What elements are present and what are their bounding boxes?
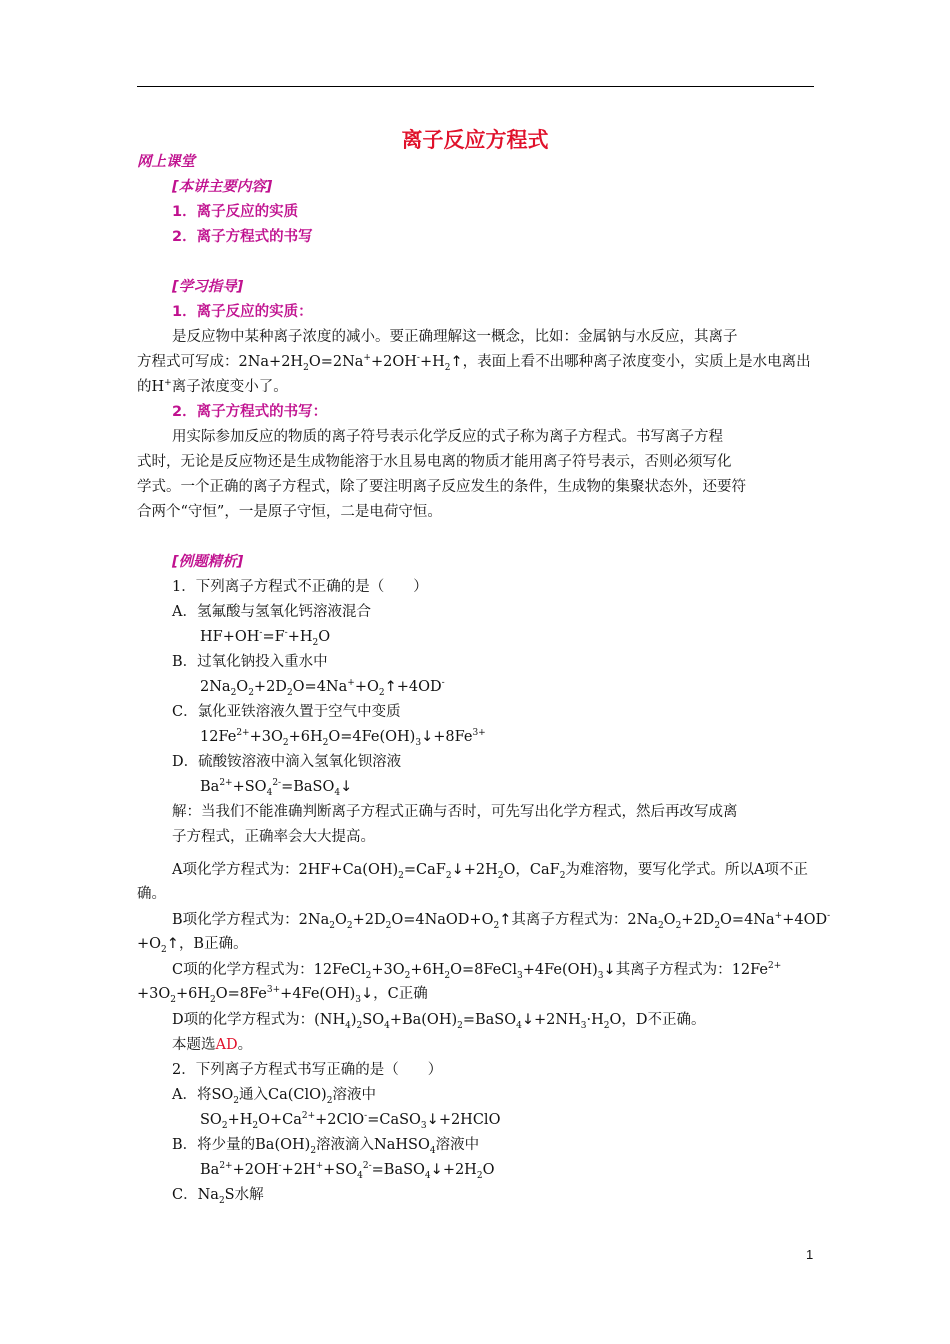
guide-p2-line: 合两个“守恒”，一是原子守恒，二是电荷守恒。 xyxy=(137,504,442,520)
guide-p2-heading: 2．离子方程式的书写： xyxy=(172,404,328,420)
equation: $12Fe^{2+}+3O_2+6H_2O=4Fe(OH)_3↓+8Fe^{3+}$ xyxy=(200,728,486,748)
guide-p1-line: 是反应物中某种离子浓度的减小。要正确理解这一概念，比如：金属钠与水反应，其离子 xyxy=(172,329,738,345)
equation: $SO_2+H_2O+Ca^{2+}+2ClO^-=CaSO_3↓+2HClO$ xyxy=(200,1111,501,1131)
option-b: B．过氧化钠投入重水中 xyxy=(172,654,328,670)
header-rule xyxy=(137,86,814,87)
page-title: 离子反应方程式 xyxy=(401,128,549,152)
answer-value: AD xyxy=(215,1037,238,1053)
option-c: C．$Na_2S$水解 xyxy=(172,1187,264,1206)
option-a: A．氢氟酸与氢氧化钙溶液混合 xyxy=(172,604,371,620)
question-2: 2．下列离子方程式书写正确的是（ ） xyxy=(172,1062,443,1078)
option-b: B．将少量的$Ba(OH)_2$溶液滴入NaHSO$_4$溶液中 xyxy=(172,1137,480,1156)
section-online: 网上课堂 xyxy=(137,154,195,170)
page-number: 1 xyxy=(806,1247,814,1262)
examples-heading: [例题精析] xyxy=(172,554,244,570)
analysis-a: 确。 xyxy=(137,886,166,902)
answer-line: 本题选AD。 xyxy=(172,1037,253,1053)
analysis-b: B项化学方程式为：$2Na_2O_2+2D_2O=4NaOD+O_2↑$其离子方程式为：$2Na_2O_2+2D_2O=4Na^++4OD^-$ xyxy=(172,911,831,931)
guide-p2-line: 式时，无论是反应物还是生成物能溶于水且易电离的物质才能用离子符号表示，否则必须写化 xyxy=(137,454,732,470)
equation: $Ba^{2+}+2OH^-+2H^++SO_4^{2-}=BaSO_4↓+2H_2O$ xyxy=(200,1161,495,1181)
analysis-c: $+3O_2+6H_2O=8Fe^{3+}+4Fe(OH)_3↓$，C正确 xyxy=(137,985,428,1005)
guide-p2-line: 用实际参加反应的物质的离子符号表示化学反应的式子称为离子方程式。书写离子方程 xyxy=(172,429,723,445)
main-content-heading: [本讲主要内容] xyxy=(172,179,273,195)
guide-p1-line: 方程式可写成：$2Na+2H_2O=2Na^++2OH^-+H_2↑$，表面上看不出哪种离子浓度变小，实质上是水电离出 xyxy=(137,353,811,373)
question-1: 1．下列离子方程式不正确的是（ ） xyxy=(172,579,428,595)
main-content-item: 2．离子方程式的书写 xyxy=(172,229,313,245)
analysis-b: $+O_2↑$，B正确。 xyxy=(137,936,248,955)
guide-p1-heading: 1．离子反应的实质： xyxy=(172,304,313,320)
solution-line: 子方程式，正确率会大大提高。 xyxy=(172,829,375,845)
guide-heading: [学习指导] xyxy=(172,279,244,295)
main-content-item: 1．离子反应的实质 xyxy=(172,204,299,220)
guide-p1-line: 的H+离子浓度变小了。 xyxy=(137,378,288,395)
analysis-d: D项的化学方程式为：$(NH_4)_2SO_4+Ba(OH)_2=BaSO_4↓+2NH_3\cdot H_2O$，D不正确。 xyxy=(172,1012,706,1031)
equation: $2Na_2O_2+2D_2O=4Na^++O_2↑+4OD^-$ xyxy=(200,678,445,698)
analysis-a: A项化学方程式为：$2HF+Ca(OH)_2=CaF_2↓+2H_2O$，CaF$_2$为难溶物，要写化学式。所以A项不正 xyxy=(172,862,808,881)
guide-p2-line: 学式。一个正确的离子方程式，除了要注明离子反应发生的条件，生成物的集聚状态外，还要符 xyxy=(137,479,746,495)
analysis-c: C项的化学方程式为：$12FeCl_2+3O_2+6H_2O=8FeCl_3+4Fe(OH)_3↓$其离子方程式为：$12Fe^{2+}$ xyxy=(172,961,782,981)
equation: $HF+OH^-=F^-+H_2O$ xyxy=(200,628,331,648)
solution-line: 解：当我们不能准确判断离子方程式正确与否时，可先写出化学方程式，然后再改写成离 xyxy=(172,804,738,820)
option-a: A．将$SO_2$通入$Ca(ClO)_2$溶液中 xyxy=(172,1087,376,1106)
option-c: C．氯化亚铁溶液久置于空气中变质 xyxy=(172,704,401,720)
equation: $Ba^{2+}+SO_4^{2-}=BaSO_4↓$ xyxy=(200,778,353,798)
option-d: D．硫酸铵溶液中滴入氢氧化钡溶液 xyxy=(172,754,402,770)
